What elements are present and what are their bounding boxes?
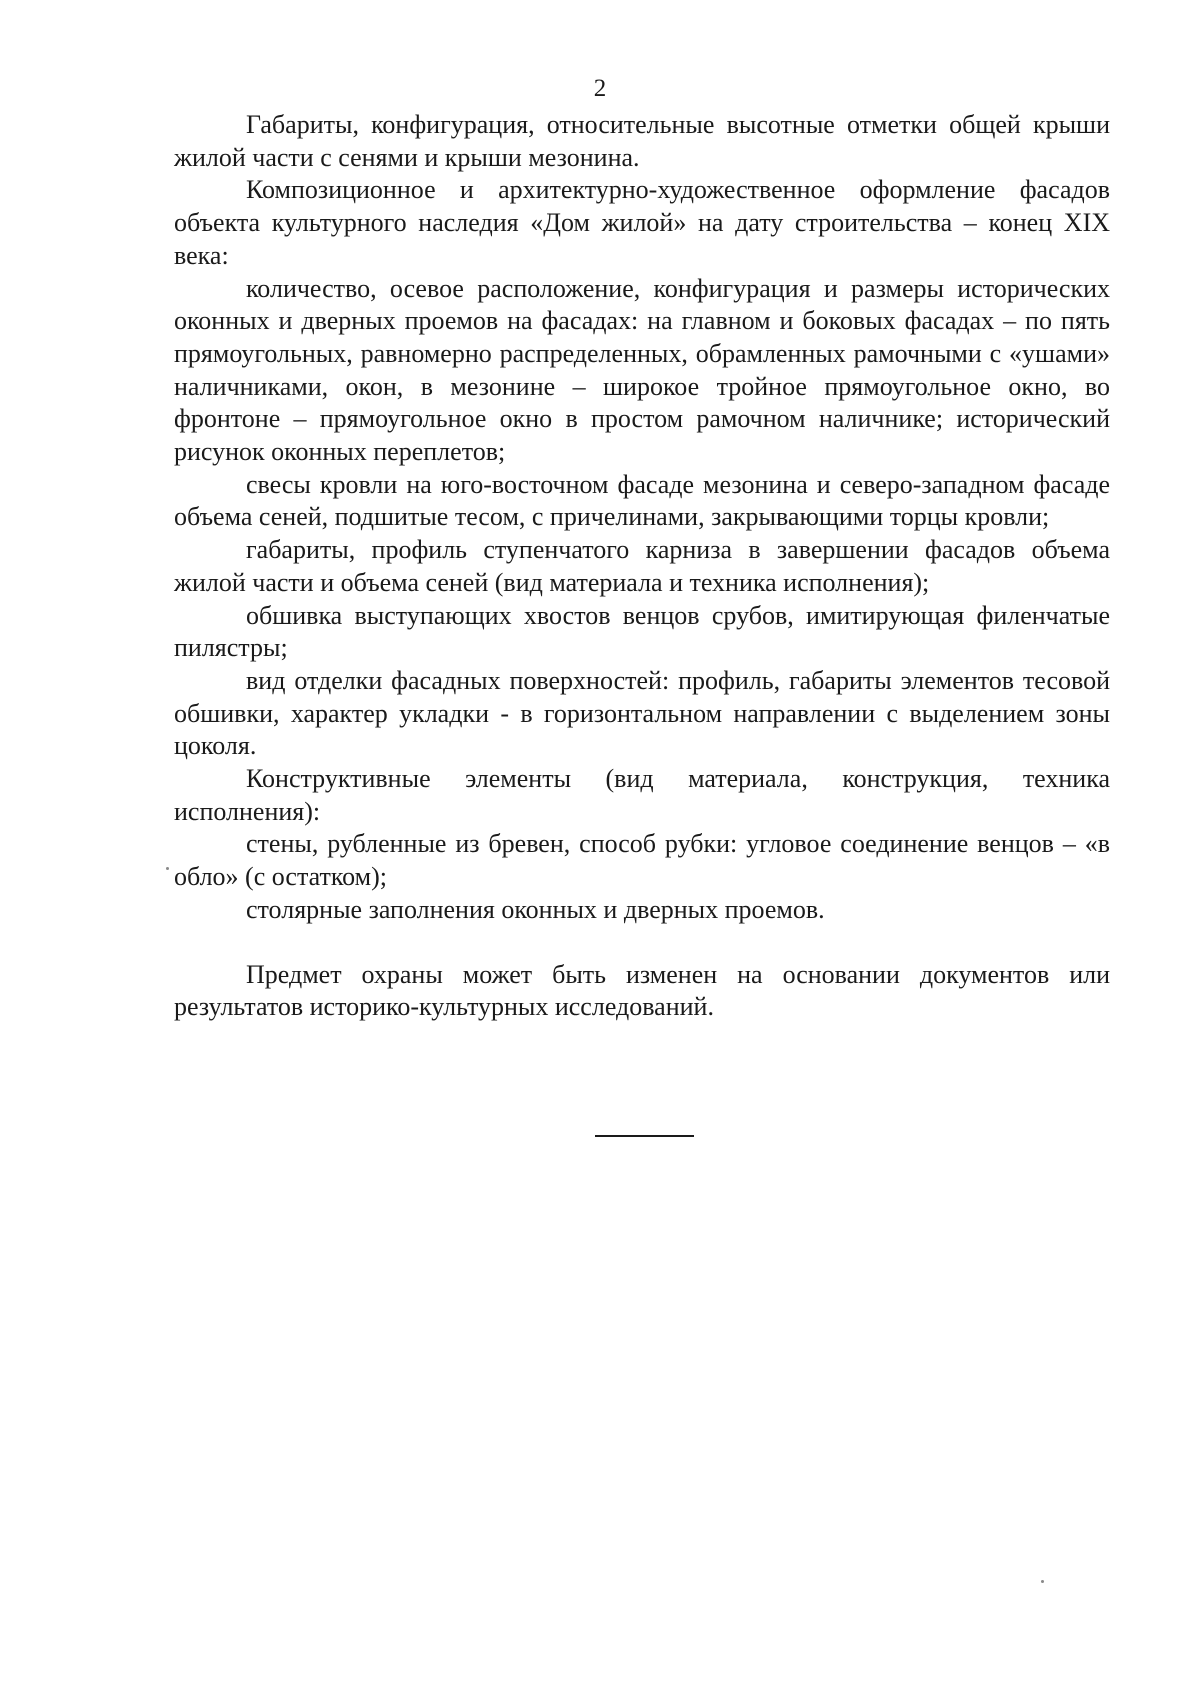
paragraph-window-openings: количество, осевое расположение, конфигурация и размеры исторических оконных и дверных проемов на фасадах: на главном и боковых фасадах – по пять прямоугольных, равномерно распределенных, обрамленных рамочными с «ушами» наличниками, окон, в мезонине – широкое тройное прямоугольное окно, во фронтоне – прямоугольное окно в простом рамочном наличнике; исторический рисунок оконных переплетов;: [174, 273, 1110, 467]
paragraph-roof-overhangs: свесы кровли на юго-восточном фасаде мезонина и северо-западном фасаде объема сеней, подшитые тесом, с причелинами, закрывающими торцы кровли;: [174, 469, 1110, 532]
paragraph-joinery: столярные заполнения оконных и дверных проемов.: [246, 894, 825, 924]
document-body: [174, 109, 1110, 1024]
end-of-text-rule: [595, 1135, 694, 1137]
scan-speck: [166, 867, 169, 870]
scan-speck: [1041, 1580, 1044, 1583]
paragraph-cornice: габариты, профиль ступенчатого карниза в завершении фасадов объема жилой части и объема сеней (вид материала и техника исполнения);: [174, 535, 1110, 597]
paragraph-structural-elements: Конструктивные элементы (вид материала, конструкция, техника исполнения):: [174, 764, 1110, 826]
paragraph-pilasters: обшивка выступающих хвостов венцов срубов, имитирующая филенчатые пилястры;: [174, 600, 1110, 663]
paragraph-log-walls: стены, рубленные из бревен, способ рубки: угловое соединение венцов – «в обло» (с остатком);: [174, 829, 1110, 892]
page-number: 2: [593, 75, 607, 102]
paragraph-facade-composition: Композиционное и архитектурно-художественное оформление фасадов объекта культурного наследия «Дом жилой» на дату строительства – конец XIX века:: [174, 175, 1110, 270]
paragraph-facade-finish: вид отделки фасадных поверхностей: профиль, габариты элементов тесовой обшивки, характер укладки - в горизонтальном направлении с выделением зоны цоколя.: [174, 665, 1110, 761]
paragraph-closing-note: Предмет охраны может быть изменен на основании документов или результатов историко-культурных исследований.: [174, 959, 1110, 1022]
paragraph-roof-dimensions: Габариты, конфигурация, относительные высотные отметки общей крыши жилой части с сенями и крыши мезонина.: [174, 110, 1110, 172]
